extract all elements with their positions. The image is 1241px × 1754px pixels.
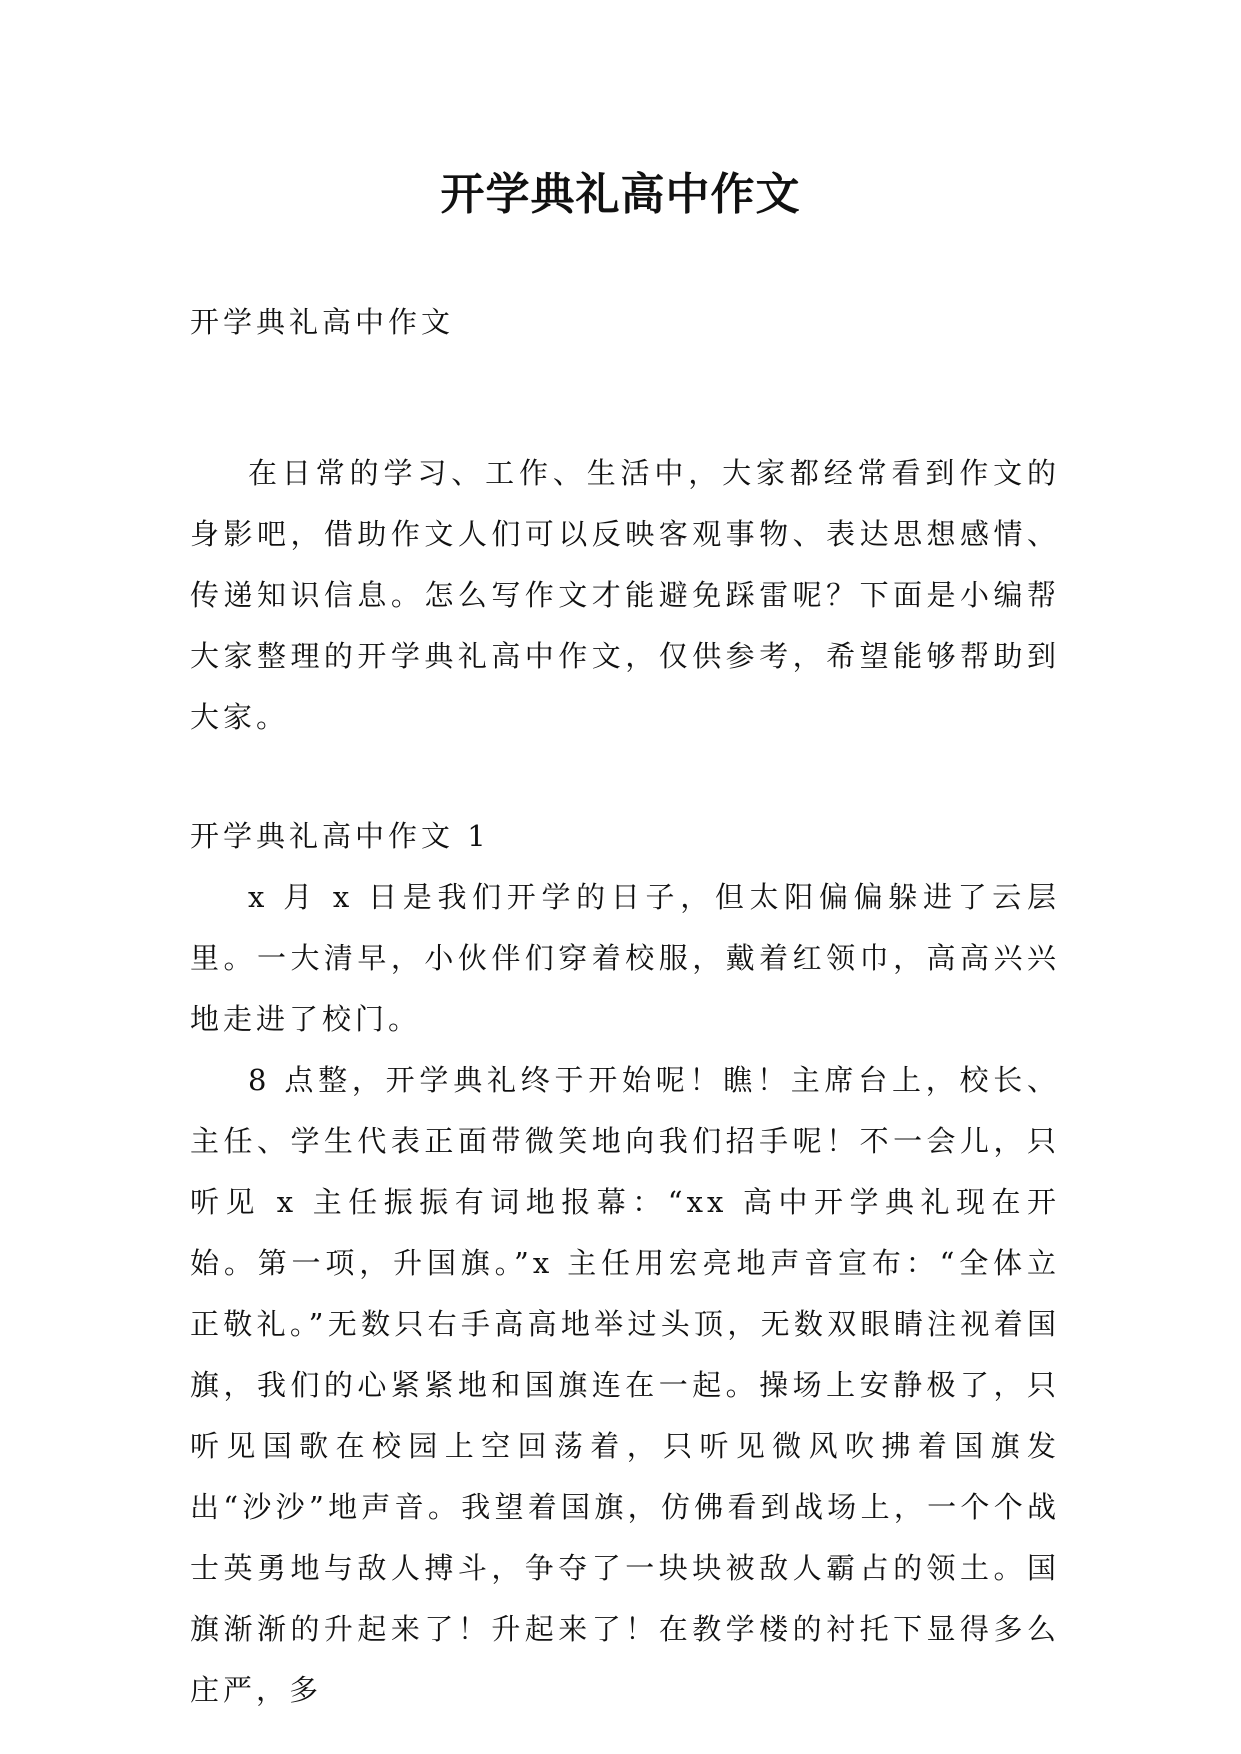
- intro-paragraph: 在日常的学习、工作、生活中，大家都经常看到作文的身影吧，借助作文人们可以反映客观事物、表达思想感情、传递知识信息。怎么写作文才能避免踩雷呢？下面是小编帮大家整理的开学典礼高中作文，仅供参考，希望能够帮助到大家。: [190, 456, 1060, 734]
- body-paragraph-1: x 月 x 日是我们开学的日子，但太阳偏偏躲进了云层里。一大清早，小伙伴们穿着校服，戴着红领巾，高高兴兴地走进了校门。: [190, 880, 1060, 1036]
- document-title: 开学典礼高中作文: [440, 169, 801, 220]
- document-subtitle: 开学典礼高中作文: [190, 305, 455, 339]
- section-heading: 开学典礼高中作文 1: [190, 819, 490, 853]
- body-paragraph-2: 8 点整，开学典礼终于开始呢！瞧！主席台上，校长、主任、学生代表正面带微笑地向我们招手呢！不一会儿，只听见 x 主任振振有词地报幕：“xx 高中开学典礼现在开始。第一项，升国旗。”x 主任用宏亮地声音宣布：“全体立正敬礼。”无数只右手高高地举过头顶，无数双眼睛注视着国旗，我们的心紧紧地和国旗连在一起。操场上安静极了，只听见国歌在校园上空回荡着，只听见微风吹拂着国旗发出“沙沙”地声音。我望着国旗，仿佛看到战场上，一个个战士英勇地与敌人搏斗，争夺了一块块被敌人霸占的领土。国旗渐渐的升起来了！升起来了！在教学楼的衬托下显得多么庄严，多: [190, 1063, 1060, 1707]
- document-body: [190, 292, 1060, 1721]
